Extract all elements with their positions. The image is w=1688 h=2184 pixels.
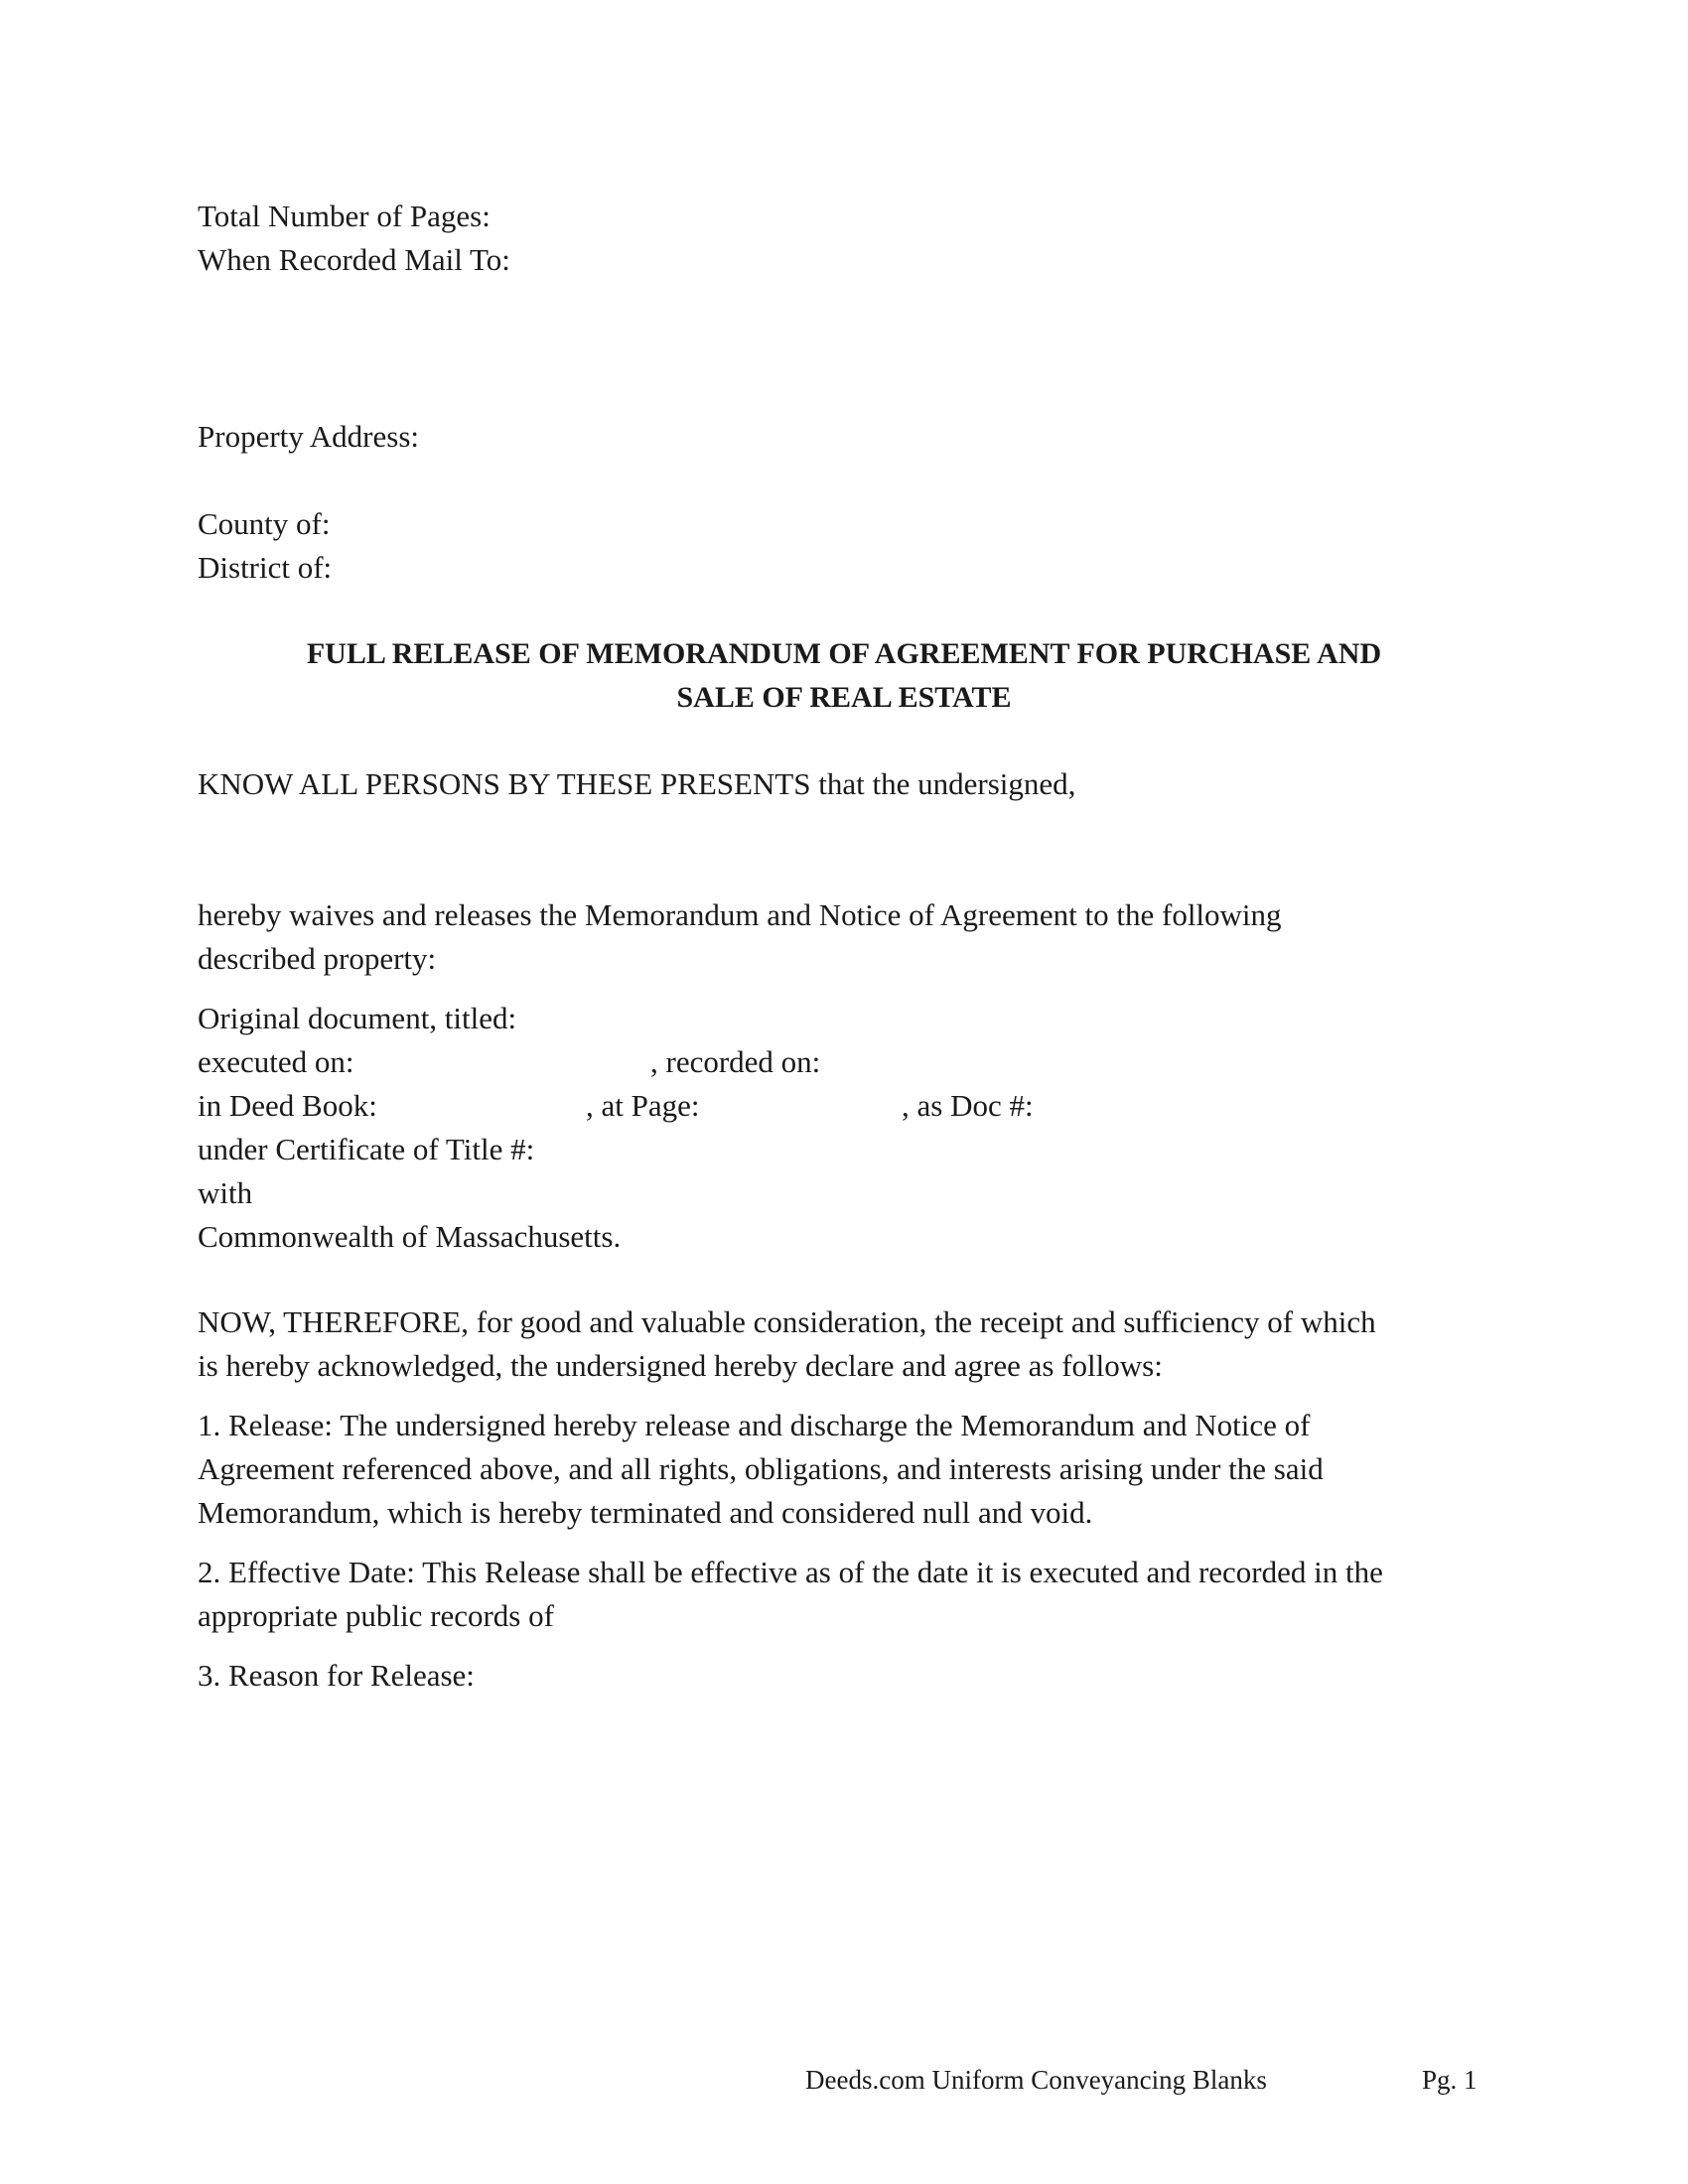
deed-book-label: in Deed Book: (198, 1088, 377, 1123)
waives-text-line-2: described property: (198, 941, 437, 976)
property-address-label: Property Address: (198, 419, 420, 454)
reason-for-release-label: 3. Reason for Release: (198, 1658, 475, 1693)
district-label: District of: (198, 550, 333, 585)
with-label: with (198, 1175, 253, 1210)
at-page-label: , at Page: (586, 1088, 700, 1123)
release-clause-line-2: Agreement referenced above, and all rights, obligations, and interests arising under the said (198, 1451, 1324, 1486)
now-therefore-line-1: NOW, THEREFORE, for good and valuable consideration, the receipt and sufficiency of which (198, 1304, 1376, 1339)
footer-source: Deeds.com Uniform Conveyancing Blanks (805, 2065, 1267, 2095)
release-clause-line-1: 1. Release: The undersigned hereby release and discharge the Memorandum and Notice of (198, 1408, 1311, 1442)
release-clause-line-3: Memorandum, which is hereby terminated and considered null and void. (198, 1495, 1093, 1530)
mail-to-label: When Recorded Mail To: (198, 242, 510, 277)
footer-page-number: Pg. 1 (1422, 2065, 1477, 2095)
waives-text-line-1: hereby waives and releases the Memorandum and Notice of Agreement to the following (198, 897, 1282, 932)
executed-on-label: executed on: (198, 1044, 354, 1079)
know-all-persons-text: KNOW ALL PERSONS BY THESE PRESENTS that the undersigned, (198, 766, 1076, 801)
effective-date-line-1: 2. Effective Date: This Release shall be effective as of the date it is executed and recorded in the (198, 1555, 1383, 1589)
total-pages-label: Total Number of Pages: (198, 199, 491, 233)
certificate-of-title-label: under Certificate of Title #: (198, 1132, 535, 1166)
document-title-line-1: FULL RELEASE OF MEMORANDUM OF AGREEMENT FOR PURCHASE AND (306, 637, 1382, 670)
effective-date-line-2: appropriate public records of (198, 1598, 554, 1633)
recorded-on-label: , recorded on: (650, 1044, 821, 1079)
doc-number-label: , as Doc #: (902, 1088, 1034, 1123)
original-document-label: Original document, titled: (198, 1001, 517, 1035)
county-label: County of: (198, 506, 331, 541)
document-title-line-2: SALE OF REAL ESTATE (676, 681, 1012, 714)
commonwealth-label: Commonwealth of Massachusetts. (198, 1219, 622, 1254)
now-therefore-line-2: is hereby acknowledged, the undersigned hereby declare and agree as follows: (198, 1348, 1163, 1383)
